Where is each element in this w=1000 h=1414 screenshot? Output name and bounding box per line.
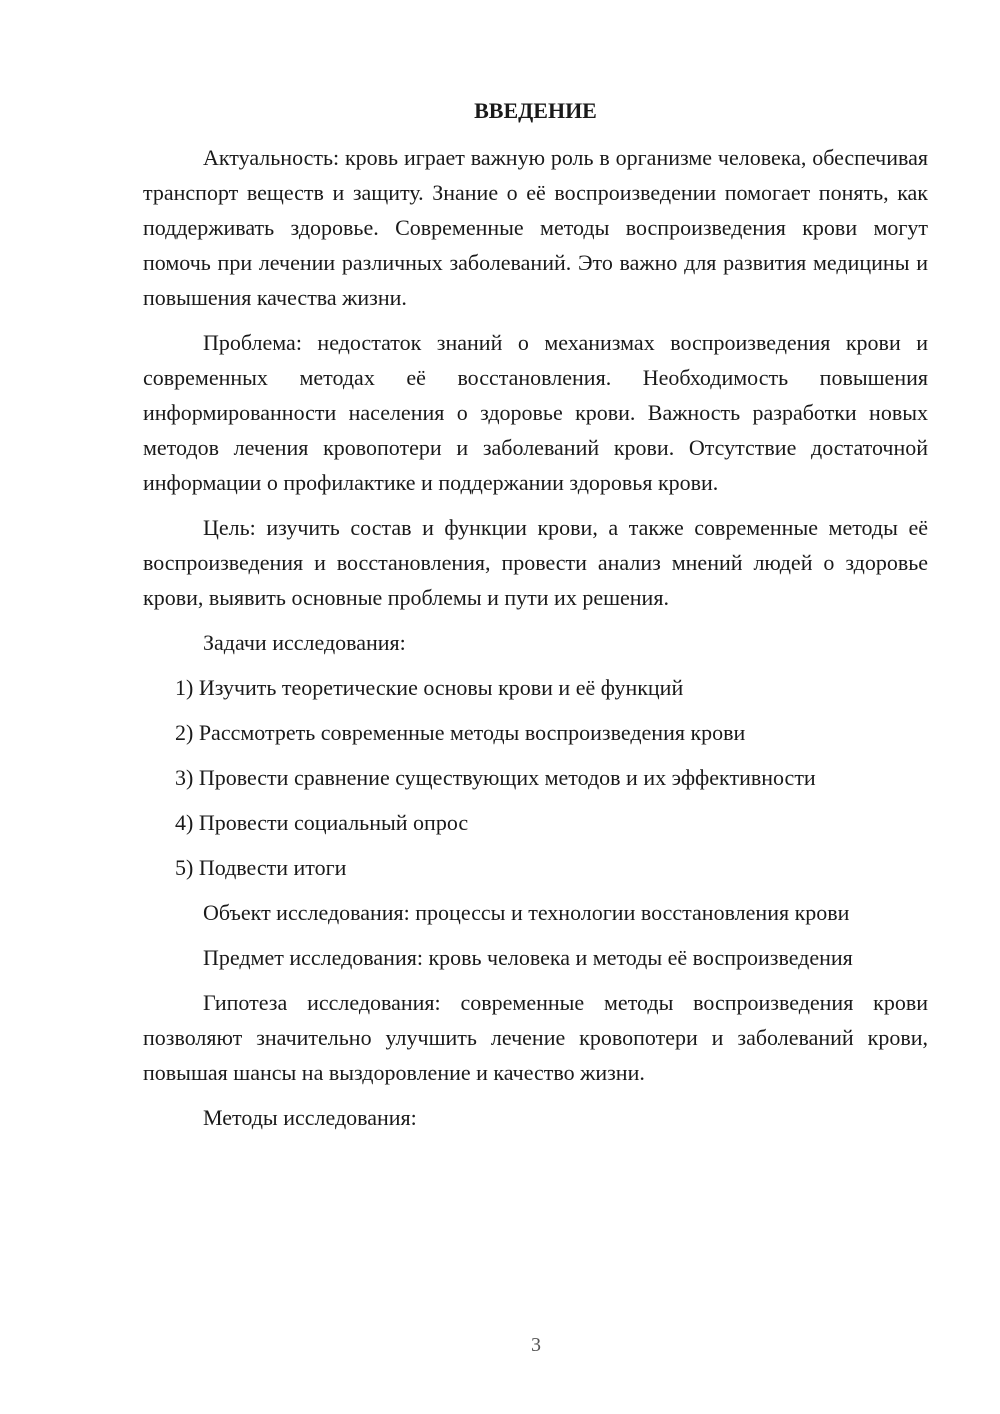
paragraph-hypothesis: Гипотеза исследования: современные методы воспроизведения крови позволяют значительно улучшить лечение кровопотери и заболеваний крови, повышая шансы на выздоровление и качество жизни. — [143, 990, 928, 1085]
paragraph-subject: Предмет исследования: кровь человека и методы её воспроизведения — [203, 945, 853, 970]
paragraph-object: Объект исследования: процессы и технологии восстановления крови — [203, 900, 850, 925]
section-title: ВВЕДЕНИЕ — [474, 98, 597, 123]
paragraph-relevance: Актуальность: кровь играет важную роль в организме человека, обеспечивая транспорт веществ и защиту. Знание о её воспроизведении помогает понять, как поддерживать здоровье. Современные методы воспроизведения крови могут помочь при лечении различных заболеваний. Это важно для развития медицины и повышения качества жизни. — [143, 145, 928, 310]
page-number: 3 — [531, 1334, 541, 1356]
task-item: 1) Изучить теоретические основы крови и её функций — [175, 675, 684, 700]
methods-heading: Методы исследования: — [203, 1105, 417, 1130]
task-item: 4) Провести социальный опрос — [175, 810, 469, 835]
task-item: 2) Рассмотреть современные методы воспроизведения крови — [175, 720, 746, 745]
paragraph-goal: Цель: изучить состав и функции крови, а также современные методы её воспроизведения и восстановления, провести анализ мнений людей о здоровье крови, выявить основные проблемы и пути их решения. — [143, 515, 928, 610]
task-item: 5) Подвести итоги — [175, 855, 347, 880]
tasks-heading: Задачи исследования: — [203, 630, 406, 655]
task-item: 3) Провести сравнение существующих методов и их эффективности — [175, 765, 816, 790]
paragraph-problem: Проблема: недостаток знаний о механизмах воспроизведения крови и современных методах её восстановления. Необходимость повышения информированности населения о здоровье крови. Важность разработки новых методов лечения кровопотери и заболеваний крови. Отсутствие достаточной информации о профилактике и поддержании здоровья крови. — [143, 330, 928, 495]
page-content — [143, 96, 928, 1145]
tasks-list — [143, 670, 928, 885]
